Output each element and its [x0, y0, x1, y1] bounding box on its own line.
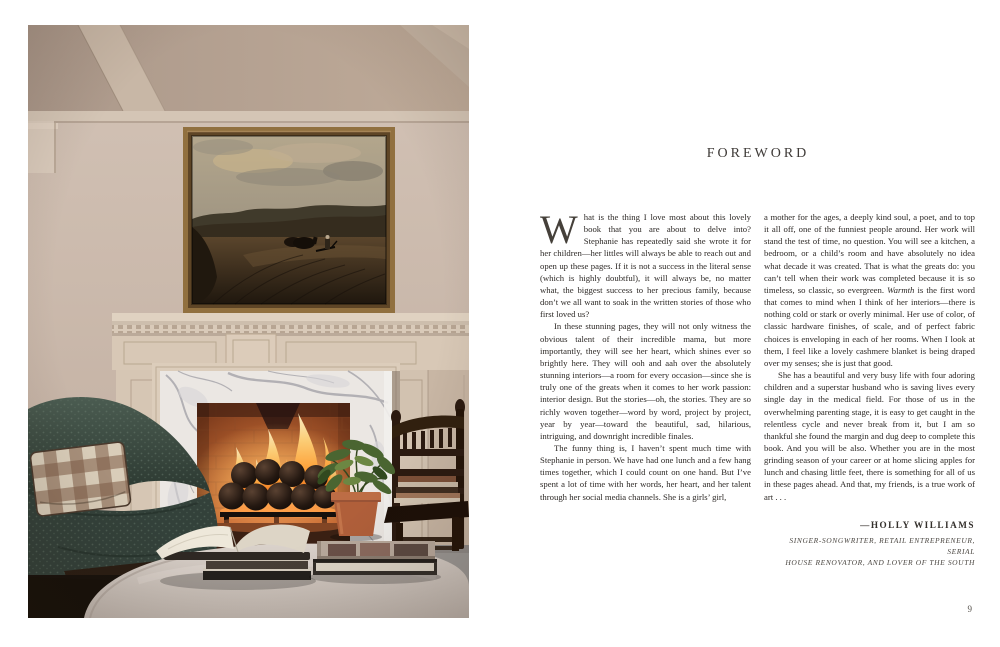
italicized-word: Warmth [887, 284, 915, 295]
foreword-paragraph: She has a beautiful and very busy life with four adoring children and a superstar husband who is saving lives every single day in the medical field. For those of us in the overwhelming parenting stage, it is easy to get caught in the relentless cycle and never break from it, but I am so thankful she found the margin and dug deep to complete this book. And you will be also. Whether you are in the most grinding season of your career or at home slicing apples for lunch and chasing little feet, there is something for all of us in these pages ahead. And that, my friends, is a true work of art . . . [764, 370, 975, 502]
foreword-paragraph [764, 211, 975, 369]
fireplace-room-photo [28, 25, 469, 618]
paragraph-text: a mother for the ages, a deeply kind soul, a poet, and to top it all off, one of the funniest people around. Her work will stand the test of time, no question. You will see a kitchen, a bedroom, or a child’s room and have absolutely no idea what decade it was created. That is what the greats do: you can’t tell when their work was completed because it is so timeless, so classic, so evergreen. [764, 212, 975, 295]
foreword-paragraph: In these stunning pages, they will not only witness the obvious talent of their incredible mama, but more importantly, they will see her heart, which shines ever so brightly here. They will ooh and aah over the absolutely stunning interiors—a room for every occasion—since she is truly one of the greats when it comes to her work passion: interior design. But the stories—oh, the stories. They are so richly woven together—word by word, project by project, year by year—toward the beautiful, sad, hilarious, intriguing, and downright incredible finales. [540, 321, 751, 441]
paragraph-text: is the first word that comes to mind when I think of her interiors—there is nothing cold or stark or overly minimal. Her use of color, of classic hardware finishes, of scale, and of perfect fabric choices is enveloping in each of her rooms. When I look at them, I feel like a lovely cashmere blanket is being draped over my senses; she is just that good. [764, 284, 975, 368]
photo-vignette [28, 25, 469, 618]
attribution-role-line: HOUSE RENOVATOR, AND LOVER OF THE SOUTH [785, 557, 975, 567]
attribution [764, 519, 975, 568]
room-scene-illustration [28, 25, 469, 618]
page-title: FOREWORD [706, 146, 810, 161]
foreword-column-left [540, 207, 751, 568]
foreword-column-right [764, 211, 975, 568]
attribution-author: —HOLLY WILLIAMS [860, 519, 975, 530]
foreword-paragraph: The funny thing is, I haven’t spent much time with Stephanie in person. We have had one lunch and a few hang times together, which I could count on one hand. But I’ve spent a lot of time with her words, her heart, and her talent through her social media channels. She is a girls’ girl, [540, 442, 751, 502]
paragraph-text: hat is the thing I love most about this lovely book that you are about to delve into? Stephanie has repeatedly said she wrote it for her children—her littles will always be able to reach out and open up these pages. If it is not a success in the literal sense (which is highly doubtful), it will always be, no matter what, the biggest success to her precious family, because don’t we all want to soak in the written stories of those who first loved us? [540, 212, 751, 320]
attribution-role-line: SINGER-SONGWRITER, RETAIL ENTREPRENEUR, SERIAL [789, 535, 975, 556]
drop-cap: W [540, 207, 578, 252]
foreword-paragraph [540, 207, 751, 320]
foreword-text-columns [540, 207, 976, 568]
page-number: 9 [967, 604, 972, 614]
